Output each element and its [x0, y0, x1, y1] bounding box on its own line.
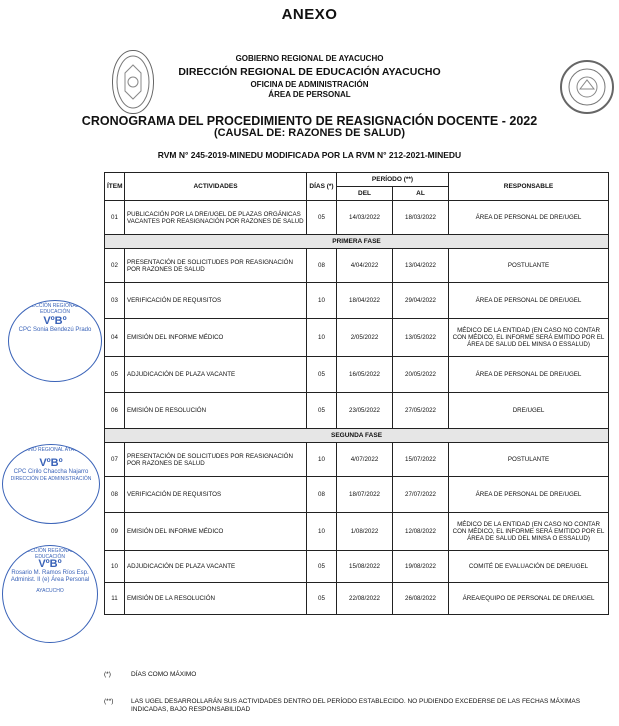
cell-dias: 10	[307, 319, 337, 357]
cell-item: 05	[105, 357, 125, 393]
cell-responsable: MÉDICO DE LA ENTIDAD (EN CASO NO CONTAR CON MÉDICO, EL INFORME SERÁ EMITIDO POR EL ÁREA DE SALUD DEL MINSA O ESSALUD)	[449, 513, 609, 551]
cell-actividad: PRESENTACIÓN DE SOLICITUDES POR REASIGNACIÓN POR RAZONES DE SALUD	[125, 249, 307, 283]
annex-title: ANEXO	[281, 6, 338, 23]
table-row	[105, 393, 609, 429]
rvm-reference: RVM N° 245-2019-MINEDU MODIFICADA POR LA RVM N° 212-2021-MINEDU	[157, 150, 462, 160]
cell-actividad: ADJUDICACIÓN DE PLAZA VACANTE	[125, 551, 307, 583]
cell-dias: 10	[307, 283, 337, 319]
cell-del: 2/05/2022	[337, 319, 393, 357]
stamp-vb: VºBº	[43, 315, 67, 327]
cell-del: 4/04/2022	[337, 249, 393, 283]
cell-item: 06	[105, 393, 125, 429]
cell-item: 09	[105, 513, 125, 551]
cell-actividad: EMISIÓN DEL INFORME MÉDICO	[125, 319, 307, 357]
footnote-text: DÍAS COMO MÁXIMO	[131, 671, 197, 678]
cell-responsable: COMITÉ DE EVALUACIÓN DE DRE/UGEL	[449, 551, 609, 583]
cell-item: 08	[105, 477, 125, 513]
cell-al: 13/04/2022	[393, 249, 449, 283]
header-dias: DÍAS (*)	[307, 173, 337, 201]
cell-al: 13/05/2022	[393, 319, 449, 357]
header-al: AL	[393, 187, 449, 201]
cell-item: 01	[105, 201, 125, 235]
cell-dias: 10	[307, 513, 337, 551]
cell-del: 16/05/2022	[337, 357, 393, 393]
cell-al: 20/05/2022	[393, 357, 449, 393]
cell-actividad: ADJUDICACIÓN DE PLAZA VACANTE	[125, 357, 307, 393]
cell-actividad: PRESENTACIÓN DE SOLICITUDES POR REASIGNACIÓN POR RAZONES DE SALUD	[125, 443, 307, 477]
cell-dias: 10	[307, 443, 337, 477]
stamp-vb: VºBº	[38, 558, 62, 570]
header-line-1: GOBIERNO REGIONAL DE AYACUCHO	[235, 54, 384, 63]
cell-al: 26/08/2022	[393, 583, 449, 615]
header-del: DEL	[337, 187, 393, 201]
schedule-body	[105, 201, 609, 615]
approval-stamp-3	[2, 545, 98, 643]
table-row	[105, 249, 609, 283]
stamp-ring-bottom: AYACUCHO	[36, 588, 64, 594]
footnote-mark: (*)	[104, 671, 111, 678]
header-line-4: ÁREA DE PERSONAL	[268, 90, 351, 99]
header-item: ÍTEM	[105, 173, 125, 201]
cell-responsable: DRE/UGEL	[449, 393, 609, 429]
cell-responsable: ÁREA DE PERSONAL DE DRE/UGEL	[449, 283, 609, 319]
cell-responsable: ÁREA DE PERSONAL DE DRE/UGEL	[449, 477, 609, 513]
cell-del: 4/07/2022	[337, 443, 393, 477]
cell-al: 15/07/2022	[393, 443, 449, 477]
table-row	[105, 513, 609, 551]
stamp-ring-text: GOBIERNO REGIONAL AYACUCHO	[9, 447, 93, 453]
table-row	[105, 551, 609, 583]
cell-item: 07	[105, 443, 125, 477]
cell-dias: 05	[307, 583, 337, 615]
stamp-ring-bottom: DIRECCIÓN DE ADMINISTRACIÓN	[10, 476, 92, 482]
cell-responsable: ÁREA DE PERSONAL DE DRE/UGEL	[449, 201, 609, 235]
cell-item: 10	[105, 551, 125, 583]
cell-al: 27/05/2022	[393, 393, 449, 429]
cell-item: 11	[105, 583, 125, 615]
cell-actividad: EMISIÓN DEL INFORME MÉDICO	[125, 513, 307, 551]
cell-del: 22/08/2022	[337, 583, 393, 615]
cell-responsable: ÁREA/EQUIPO DE PERSONAL DE DRE/UGEL	[449, 583, 609, 615]
stamp-name: Rosario M. Ramos Ríos Esp. Administ. II (e) Área Personal	[10, 570, 90, 583]
cell-del: 15/08/2022	[337, 551, 393, 583]
cell-al: 19/08/2022	[393, 551, 449, 583]
cell-dias: 05	[307, 201, 337, 235]
cell-actividad: PUBLICACIÓN POR LA DRE/UGEL DE PLAZAS ORGÁNICAS VACANTES POR REASIGNACIÓN POR RAZONES DE SALUD	[125, 201, 307, 235]
cell-item: 02	[105, 249, 125, 283]
cell-actividad: EMISIÓN DE LA RESOLUCIÓN	[125, 583, 307, 615]
stamp-name: CPC Sonia Bendezú Prado	[18, 327, 92, 333]
schedule-table	[104, 172, 609, 615]
cell-dias: 05	[307, 393, 337, 429]
stamp-ring-text: DIRECCIÓN REGIONAL DE EDUCACIÓN	[23, 303, 87, 315]
table-row	[105, 357, 609, 393]
stamp-ring-text: DIRECCIÓN REGIONAL DE EDUCACIÓN	[18, 548, 82, 560]
cell-responsable: POSTULANTE	[449, 249, 609, 283]
table-row	[105, 443, 609, 477]
cell-item: 03	[105, 283, 125, 319]
header-responsable: RESPONSABLE	[449, 173, 609, 201]
table-row	[105, 283, 609, 319]
footnote-mark: (**)	[104, 698, 114, 705]
header-periodo: PERÍODO (**)	[337, 173, 449, 187]
phase-label: PRIMERA FASE	[105, 235, 609, 249]
cell-dias: 08	[307, 249, 337, 283]
cell-del: 23/05/2022	[337, 393, 393, 429]
stamp-vb: VºBº	[39, 457, 63, 469]
phase-row	[105, 235, 609, 249]
document-subtitle: (CAUSAL DE: RAZONES DE SALUD)	[213, 127, 406, 139]
cell-actividad: VERIFICACIÓN DE REQUISITOS	[125, 283, 307, 319]
table-row	[105, 583, 609, 615]
table-row	[105, 201, 609, 235]
phase-row	[105, 429, 609, 443]
cell-del: 14/03/2022	[337, 201, 393, 235]
cell-del: 1/08/2022	[337, 513, 393, 551]
cell-al: 29/04/2022	[393, 283, 449, 319]
stamp-name: CPC Cirilo Chaccha Najarro	[13, 469, 89, 475]
cell-responsable: POSTULANTE	[449, 443, 609, 477]
header-line-2: DIRECCIÓN REGIONAL DE EDUCACIÓN AYACUCHO	[178, 66, 441, 78]
cell-item: 04	[105, 319, 125, 357]
table-row	[105, 477, 609, 513]
phase-label: SEGUNDA FASE	[105, 429, 609, 443]
cell-responsable: ÁREA DE PERSONAL DE DRE/UGEL	[449, 357, 609, 393]
cell-dias: 08	[307, 477, 337, 513]
cell-al: 27/07/2022	[393, 477, 449, 513]
cell-dias: 05	[307, 551, 337, 583]
approval-stamp-1	[8, 300, 102, 382]
cell-actividad: EMISIÓN DE RESOLUCIÓN	[125, 393, 307, 429]
header-actividades: ACTIVIDADES	[125, 173, 307, 201]
cell-responsable: MÉDICO DE LA ENTIDAD (EN CASO NO CONTAR CON MÉDICO, EL INFORME SERÁ EMITIDO POR EL ÁREA DE SALUD DEL MINSA O ESSALUD)	[449, 319, 609, 357]
cell-del: 18/07/2022	[337, 477, 393, 513]
footnote-text: LAS UGEL DESARROLLARÁN SUS ACTIVIDADES DENTRO DEL PERÍODO ESTABLECIDO. NO PUDIENDO EXCEDERSE DE LAS FECHAS MÁXIMAS INDICADAS, BAJO RESPONSABILIDAD	[131, 698, 581, 713]
header-line-3: OFICINA DE ADMINISTRACIÓN	[250, 80, 369, 89]
cell-actividad: VERIFICACIÓN DE REQUISITOS	[125, 477, 307, 513]
cell-dias: 05	[307, 357, 337, 393]
document-title: CRONOGRAMA DEL PROCEDIMIENTO DE REASIGNACIÓN DOCENTE - 2022	[81, 114, 538, 128]
cell-al: 12/08/2022	[393, 513, 449, 551]
approval-stamp-2	[2, 444, 100, 524]
cell-del: 18/04/2022	[337, 283, 393, 319]
cell-al: 18/03/2022	[393, 201, 449, 235]
table-row	[105, 319, 609, 357]
